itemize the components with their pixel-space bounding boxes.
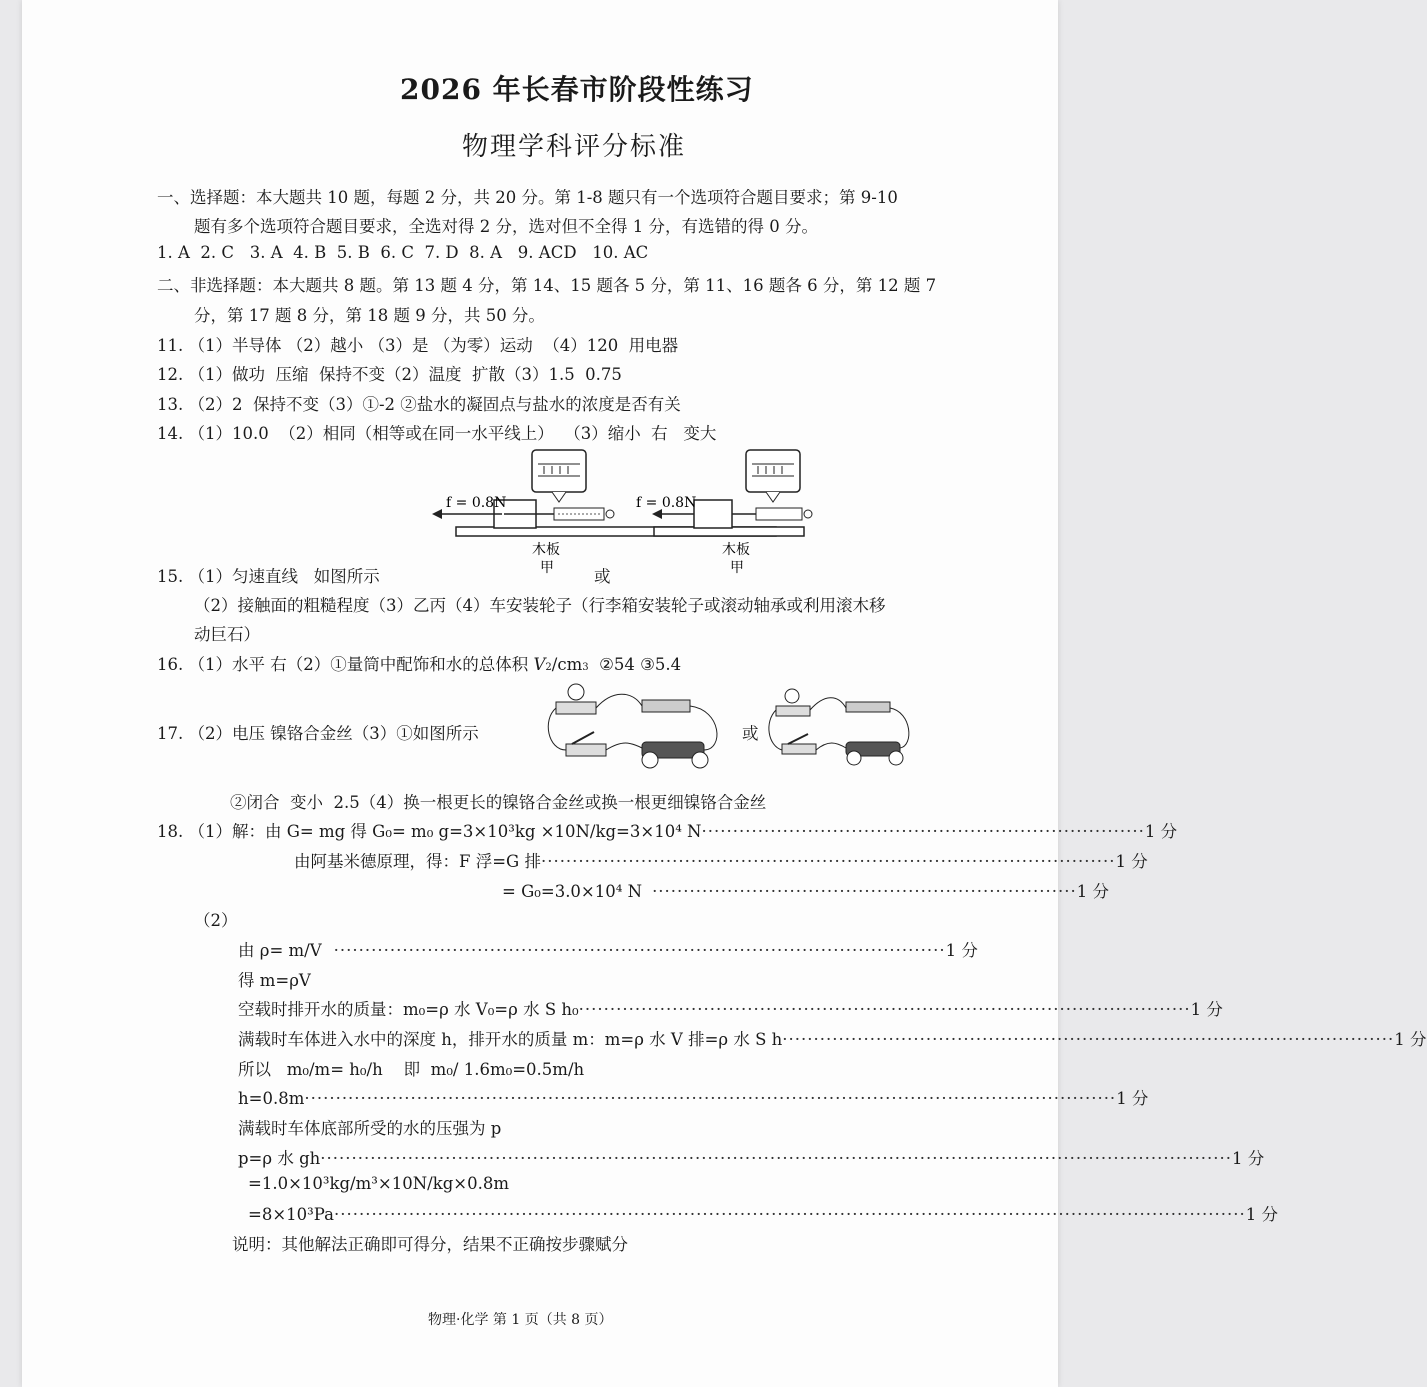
section1-line1: 一、选择题：本大题共 10 题，每题 2 分，共 20 分。第 1-8 题只有一个选项符合题目要求；第 9-10 — [157, 188, 898, 207]
q18-line2 — [294, 848, 1148, 872]
q18-line7 — [238, 1026, 1427, 1050]
leader-dots: ·················································································································································· — [320, 1149, 1233, 1168]
score-1: 1 分 — [1144, 822, 1178, 841]
q18-l7: 满载时车体进入水中的深度 h，排开水的质量 m：m=ρ 水 V 排=ρ 水 S h — [238, 1030, 783, 1049]
q16-answer — [157, 651, 681, 675]
q18-l5: 得 m=ρV — [238, 971, 311, 990]
q16-unit-sup: 3 — [582, 662, 589, 673]
leader-dots: ·································································································· — [578, 1000, 1191, 1019]
score-2: 1 分 — [1115, 852, 1148, 871]
q18-note: 说明：其他解法正确即可得分，结果不正确按步骤赋分 — [232, 1235, 628, 1254]
fig-board-label: 木板 — [532, 542, 560, 558]
q18-line3 — [502, 878, 1109, 902]
q18-l4: 由 ρ= m/V — [238, 941, 322, 960]
leader-dots: ···························································································· — [540, 852, 1116, 871]
q18-l3: = G₀=3.0×10⁴ N — [502, 882, 643, 901]
q13-answer: 13. （2）2 保持不变（3）①-2 ②盐水的凝固点与盐水的浓度是否有关 — [157, 395, 681, 414]
q17-circuit-a — [542, 680, 722, 780]
page-subtitle: 物理学科评分标准 — [462, 132, 687, 162]
q18-line13 — [248, 1201, 1278, 1225]
section1-line2: 题有多个选项符合题目要求，全选对得 2 分，选对但不全得 1 分，有选错的得 0 分。 — [194, 217, 818, 236]
q16-v2-sub: 2 — [545, 662, 552, 673]
score-13: 1 分 — [1245, 1205, 1278, 1224]
q15-line1: 15. （1）匀速直线 如图所示 — [157, 567, 380, 586]
q18-l10: 满载时车体底部所受的水的压强为 p — [238, 1119, 502, 1138]
leader-dots: ·································································································································· — [304, 1089, 1117, 1108]
q18-l11: p=ρ 水 gh — [238, 1149, 321, 1168]
q18-line1 — [157, 818, 1178, 842]
q15-figure-b — [626, 444, 826, 576]
q18-part2: （2） — [194, 911, 238, 930]
q18-line4 — [238, 937, 978, 961]
section2-line2: 分，第 17 题 8 分，第 18 题 9 分，共 50 分。 — [194, 306, 545, 325]
q11-answer: 11. （1）半导体 （2）越小 （3）是 （为零）运动 （4）120 用电器 — [157, 336, 679, 355]
leader-dots: ······································································· — [701, 822, 1145, 841]
fig-board-label-b: 木板 — [722, 542, 750, 558]
fig-force-label: f = 0.8N — [446, 495, 507, 511]
score-4: 1 分 — [945, 941, 978, 960]
fig-force-label-b: f = 0.8N — [636, 495, 697, 511]
q18-l12: =1.0×10³kg/m³×10N/kg×0.8m — [248, 1174, 509, 1193]
fig-jia-label: 甲 — [540, 560, 554, 576]
q15-line2: （2）接触面的粗糙程度（3）乙丙（4）车安装轮子（行李箱安装轮子或滚动轴承或利用滚木移 — [194, 596, 886, 615]
q18-label: 18. （1）解：由 G= mg 得 G₀= m₀ g=3×10³kg ×10N/kg=3×10⁴ N — [157, 822, 702, 841]
section2-line1: 二、非选择题：本大题共 8 题。第 13 题 4 分，第 14、15 题各 5 分，第 11、16 题各 6 分，第 12 题 7 — [157, 276, 937, 295]
q17-line1: 17. （2）电压 镍铬合金丝（3）①如图所示 — [157, 724, 479, 743]
q17-line2: ②闭合 变小 2.5（4）换一根更长的镍铬合金丝或换一根更细镍铬合金丝 — [230, 793, 767, 812]
leader-dots: ·································································································· — [782, 1030, 1395, 1049]
q17-or: 或 — [742, 724, 759, 743]
page-footer: 物理·化学 第 1 页（共 8 页） — [428, 1312, 613, 1328]
page-title: 2026 年长春市阶段性练习 — [400, 73, 754, 106]
q16-text-a: 16. （1）水平 右（2）①量筒中配饰和水的总体积 — [157, 655, 534, 674]
q18-line9 — [238, 1085, 1149, 1109]
q18-l2: 由阿基米德原理，得：F 浮=G 排 — [294, 852, 541, 871]
q17-circuit-b — [762, 684, 912, 776]
leader-dots: ·································································································· — [333, 941, 946, 960]
q12-answer: 12. （1）做功 压缩 保持不变（2）温度 扩散（3）1.5 0.75 — [157, 365, 622, 384]
q14-answer: 14. （1）10.0 （2）相同（相等或在同一水平线上） （3）缩小 右 变大 — [157, 424, 717, 443]
document-page — [22, 0, 1427, 1387]
leader-dots: ···································································· — [652, 882, 1077, 901]
q18-l9: h=0.8m — [238, 1089, 305, 1108]
score-9: 1 分 — [1116, 1089, 1149, 1108]
q16-unit: /cm — [551, 655, 583, 674]
choice-answers: 1. A 2. C 3. A 4. B 5. B 6. C 7. D 8. A 9. ACD 10. AC — [157, 243, 649, 262]
q18-l6: 空载时排开水的质量：m₀=ρ 水 V₀=ρ 水 S h₀ — [238, 1000, 579, 1019]
score-11: 1 分 — [1232, 1149, 1265, 1168]
score-3: 1 分 — [1076, 882, 1109, 901]
q18-line11 — [238, 1145, 1265, 1169]
fig-jia-label-b: 甲 — [730, 560, 744, 576]
leader-dots: ·················································································································································· — [333, 1205, 1246, 1224]
q15-or: 或 — [594, 567, 611, 586]
q18-l8: 所以 m₀/m= h₀/h 即 m₀/ 1.6m₀=0.5m/h — [238, 1060, 585, 1079]
q16-v2: V — [533, 655, 546, 674]
q18-line6 — [238, 996, 1223, 1020]
q15-line3: 动巨石） — [194, 625, 260, 644]
q16-text-b: ②54 ③5.4 — [588, 655, 682, 674]
score-7: 1 分 — [1394, 1030, 1427, 1049]
score-6: 1 分 — [1190, 1000, 1223, 1019]
q18-l13: =8×10³Pa — [248, 1205, 334, 1224]
